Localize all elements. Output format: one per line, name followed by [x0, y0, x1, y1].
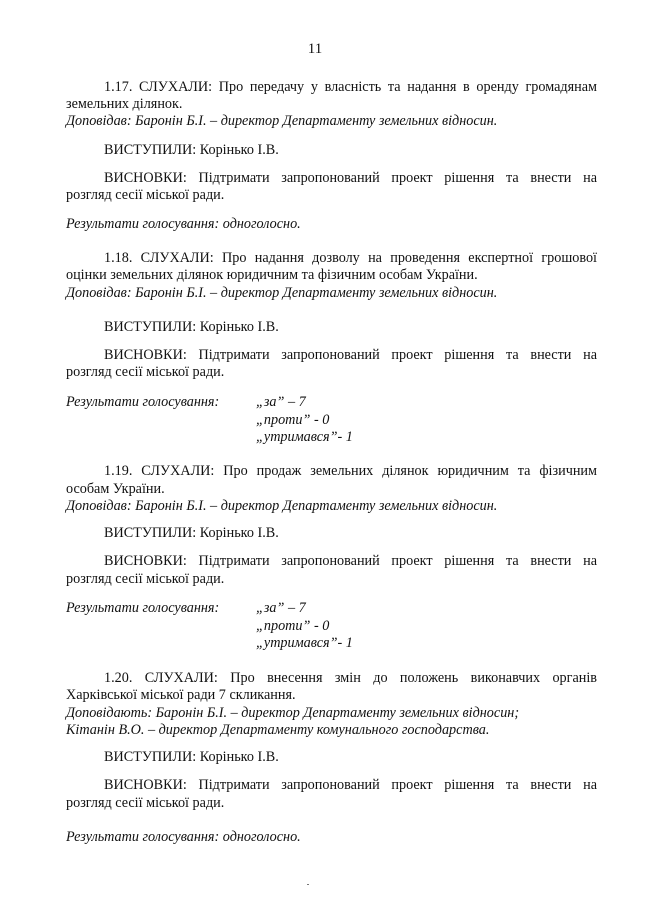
- item-1-19-vote-abstain: „утримався”- 1: [256, 635, 353, 651]
- item-1-20-conclusion-line2: розгляд сесії міської ради.: [66, 795, 225, 811]
- item-1-18-conclusion-line2: розгляд сесії міської ради.: [66, 364, 225, 380]
- item-1-19-spoke: ВИСТУПИЛИ: Корінько І.В.: [104, 525, 279, 541]
- item-1-19-conclusion-line2: розгляд сесії міської ради.: [66, 571, 225, 587]
- item-1-19-vote-for: „за” – 7: [256, 600, 306, 616]
- item-1-19-heard-line1: 1.19. СЛУХАЛИ: Про продаж земельних ділянок юридичним та фізичним: [104, 463, 597, 479]
- page-number: 11: [307, 41, 323, 57]
- item-1-19-reporter: Доповідав: Баронін Б.І. – директор Департаменту земельних відносин.: [66, 498, 498, 514]
- item-1-17-heard-line1: 1.17. СЛУХАЛИ: Про передачу у власність та надання в оренду громадянам: [104, 79, 597, 95]
- item-1-20-conclusion-line1: ВИСНОВКИ: Підтримати запропонований проект рішення та внести на: [104, 777, 597, 793]
- item-1-17-reporter: Доповідав: Баронін Б.І. – директор Департаменту земельних відносин.: [66, 113, 498, 129]
- item-1-20-reporter2: Кітанін В.О. – директор Департаменту комунального господарства.: [66, 722, 490, 738]
- item-1-19-heard-line2: особам України.: [66, 481, 165, 497]
- item-1-18-conclusion-line1: ВИСНОВКИ: Підтримати запропонований проект рішення та внести на: [104, 347, 597, 363]
- item-1-18-vote-for: „за” – 7: [256, 394, 306, 410]
- item-1-17-conclusion-line1: ВИСНОВКИ: Підтримати запропонований проект рішення та внести на: [104, 170, 597, 186]
- item-1-18-vote-label: Результати голосування:: [66, 394, 220, 410]
- item-1-19-vote-against: „проти” - 0: [256, 618, 330, 634]
- item-1-18-spoke: ВИСТУПИЛИ: Корінько І.В.: [104, 319, 279, 335]
- item-1-17-spoke: ВИСТУПИЛИ: Корінько І.В.: [104, 142, 279, 158]
- item-1-20-heard-line2: Харківської міської ради 7 скликання.: [66, 687, 296, 703]
- item-1-18-reporter: Доповідав: Баронін Б.І. – директор Департаменту земельних відносин.: [66, 285, 498, 301]
- item-1-20-spoke: ВИСТУПИЛИ: Корінько І.В.: [104, 749, 279, 765]
- item-1-18-vote-abstain: „утримався”- 1: [256, 429, 353, 445]
- item-1-18-heard-line2: оцінки земельних ділянок юридичним та фізичним особам України.: [66, 267, 478, 283]
- item-1-19-vote-label: Результати голосування:: [66, 600, 220, 616]
- item-1-19-conclusion-line1: ВИСНОВКИ: Підтримати запропонований проект рішення та внести на: [104, 553, 597, 569]
- item-1-17-conclusion-line2: розгляд сесії міської ради.: [66, 187, 225, 203]
- item-1-18-vote-against: „проти” - 0: [256, 412, 330, 428]
- item-1-20-vote: Результати голосування: одноголосно.: [66, 829, 301, 845]
- item-1-17-vote: Результати голосування: одноголосно.: [66, 216, 301, 232]
- item-1-17-heard-line2: земельних ділянок.: [66, 96, 183, 112]
- scan-speck: [307, 884, 309, 885]
- item-1-20-heard-line1: 1.20. СЛУХАЛИ: Про внесення змін до положень виконавчих органів: [104, 670, 597, 686]
- item-1-20-reporter: Доповідають: Баронін Б.І. – директор Департаменту земельних відносин;: [66, 705, 520, 721]
- item-1-18-heard-line1: 1.18. СЛУХАЛИ: Про надання дозволу на проведення експертної грошової: [104, 250, 597, 266]
